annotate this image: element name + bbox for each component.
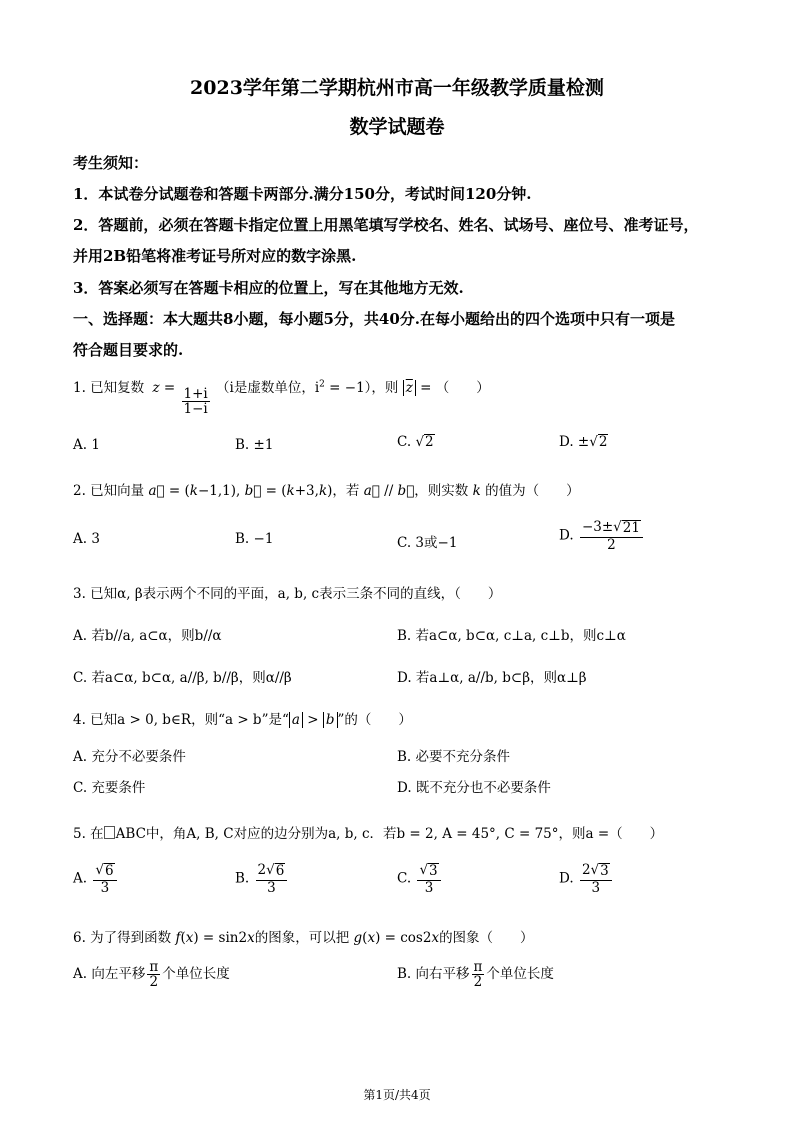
q3-option-a: A. 若b//a, a⊂α，则b//α xyxy=(73,628,222,644)
q4-option-d: D. 既不充分也不必要条件 xyxy=(397,780,551,796)
q1-abs-z: $\overline{z}$ = xyxy=(403,380,432,396)
q3-option-d: D. 若a⊥α, a//b, b⊂β，则α⊥β xyxy=(397,670,587,686)
q1-tail: （ ） xyxy=(435,380,490,396)
notice-item-3: 3．答案必须写在答题卡相应的位置上，写在其他地方无效. xyxy=(73,279,464,297)
page-number: 第1页/共4页 xyxy=(363,1088,431,1102)
section-heading-cont: 符合题目要求的. xyxy=(73,341,184,359)
q5-option-d: D. 2√ 3 3 xyxy=(559,863,614,895)
q2-option-a: A. 3 xyxy=(73,531,100,547)
q2-parallel: a⃗ // b⃗ xyxy=(363,483,415,499)
question-4: 4. 已知a > 0, b∈R，则“a > b”是“ a > b ”的（ ） xyxy=(73,712,412,728)
q1-mid: （i是虚数单位，i xyxy=(216,380,320,396)
q1-option-a: A. 1 xyxy=(73,437,100,453)
triangle-glyph-box xyxy=(104,826,115,839)
q4-abs-compare: a > b xyxy=(289,712,338,728)
notice-heading: 考生须知： xyxy=(73,154,149,172)
q2-k: k xyxy=(472,483,481,499)
q5-option-b: B. 2√ 6 3 xyxy=(235,863,289,895)
question-5: 5. 在 ABC中，角A, B, C对应的边分别为a, b, c．若b = 2, A = 45°, C = 75°，则a =（ ） xyxy=(73,826,664,842)
q1-formula: z = $\frac{1+i}{1-i}$ xyxy=(152,380,208,418)
q2-option-c: C. 3或−1 xyxy=(397,535,458,551)
notice-item-1: 1．本试卷分试题卷和答题卡两部分.满分150分，考试时间120分钟. xyxy=(73,185,532,203)
page-title: 2023学年第二学期杭州市高一年级教学质量检测 xyxy=(190,77,604,99)
q2-option-d: D. −3±√ 21 2 xyxy=(559,520,645,552)
notice-item-2-cont: 并用2B铅笔将准考证号所对应的数字涂黑. xyxy=(73,247,357,265)
page-subtitle: 数学试题卷 xyxy=(349,116,445,138)
q6-option-a: A. 向左平移 $\frac{\pi}{2}$ 个单位长度 xyxy=(73,959,230,991)
question-3: 3. 已知α, β表示两个不同的平面，a, b, c表示三条不同的直线，（ ） xyxy=(73,586,502,602)
q6-g: g(x) = cos2x xyxy=(353,930,440,946)
q1-option-d: D. ±√ 2 xyxy=(559,434,608,450)
q1-mid2: = −1），则 xyxy=(324,380,399,396)
q3-option-b: B. 若a⊂α, b⊂α, c⊥a, c⊥b，则c⊥α xyxy=(397,628,626,644)
section-heading: 一、选择题：本大题共8小题，每小题5分，共40分.在每小题给出的四个选项中只有一项是 xyxy=(73,310,675,328)
q4-option-a: A. 充分不必要条件 xyxy=(73,749,186,765)
q1-option-c: C. √ 2 xyxy=(397,434,434,450)
q4-option-b: B. 必要不充分条件 xyxy=(397,749,511,765)
q6-f: f(x) = sin2x xyxy=(175,930,255,946)
q6-option-b: B. 向右平移 $\frac{\pi}{2}$ 个单位长度 xyxy=(397,959,554,991)
q5-option-a: A. √ 6 3 xyxy=(73,863,119,895)
q5-option-c: C. √ 3 3 xyxy=(397,863,443,895)
q1-option-b: B. ±1 xyxy=(235,437,274,453)
question-6: 6. 为了得到函数 f(x) = sin2x的图象，可以把 g(x) = cos2x的图象（ ） xyxy=(73,930,534,946)
q2-option-b: B. −1 xyxy=(235,531,274,547)
q2-vectors: a⃗ = (k−1,1), b⃗ = (k+3,k) xyxy=(148,483,333,499)
notice-item-2: 2．答题前，必须在答题卡指定位置上用黑笔填写学校名、姓名、试场号、座位号、准考证号， xyxy=(73,216,699,234)
q3-option-c: C. 若a⊂α, b⊂α, a//β, b//β，则α//β xyxy=(73,670,292,686)
question-2: 2. 已知向量 a⃗ = (k−1,1), b⃗ = (k+3,k)，若 a⃗ // b⃗，则实数 k 的值为（ ） xyxy=(73,483,580,499)
q1-prefix: 1. 已知复数 xyxy=(73,380,145,396)
question-1: 1. 已知复数 z = $\frac{1+i}{1-i}$ （i是虚数单位，$i^2 = -1$），则 $\overline{z}$ = （ ） xyxy=(73,379,490,418)
q4-option-c: C. 充要条件 xyxy=(73,780,146,796)
